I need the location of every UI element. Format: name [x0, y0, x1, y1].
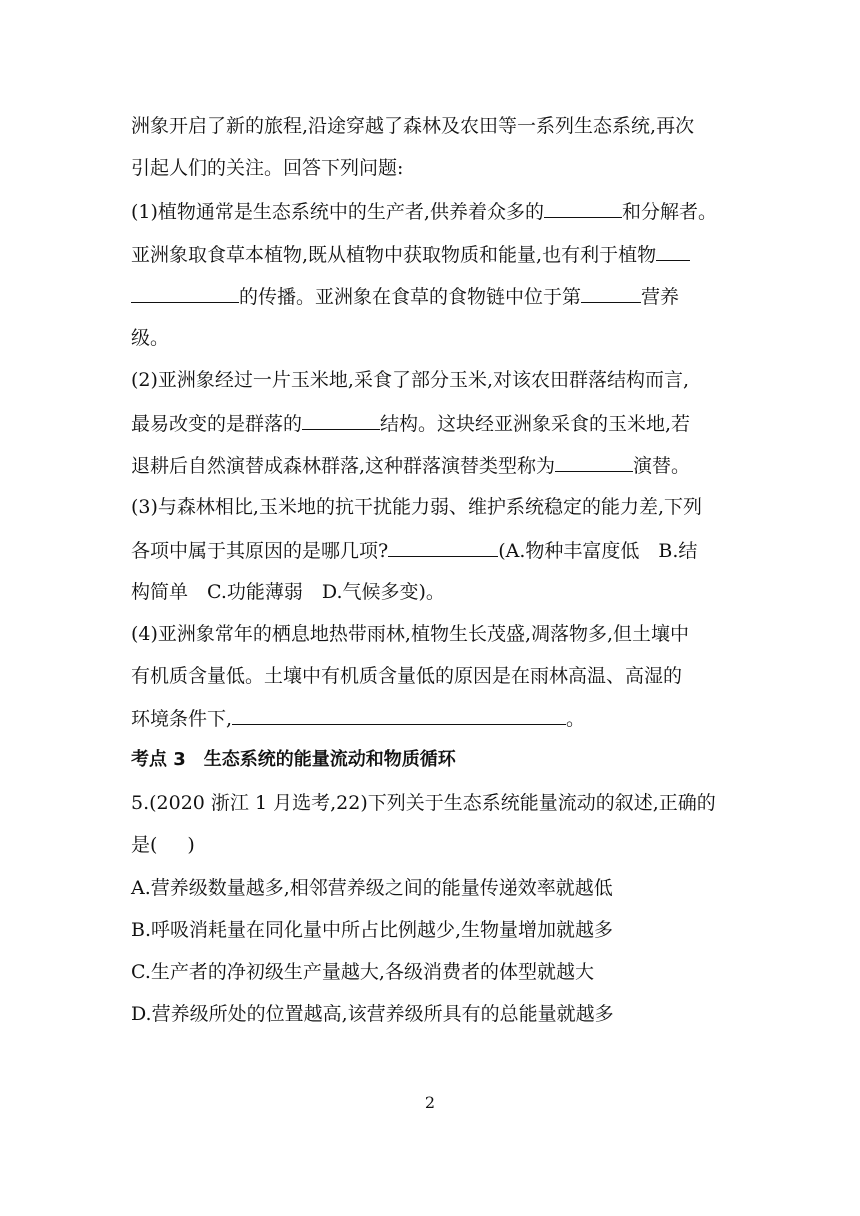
text-segment: 的传播。亚洲象在食草的食物链中位于第 — [239, 286, 582, 308]
text-line — [131, 706, 585, 731]
option-b: B.呼吸消耗量在同化量中所占比例越少,生物量增加就越多 — [131, 919, 614, 941]
text-line: 有机质含量低。土壤中有机质含量低的原因是在雨林高温、高湿的 — [131, 665, 683, 687]
page-number: 2 — [424, 1093, 436, 1112]
answer-blank[interactable] — [544, 199, 622, 218]
section-heading: 考点 3 生态系统的能量流动和物质循环 — [131, 749, 456, 770]
text-line: 引起人们的关注。回答下列问题: — [131, 157, 404, 179]
text-segment: 演替。 — [633, 455, 691, 477]
answer-blank-continued[interactable] — [131, 284, 239, 303]
text-line — [131, 538, 697, 563]
option-a: A.营养级数量越多,相邻营养级之间的能量传递效率就越低 — [131, 877, 613, 899]
text-line — [131, 242, 690, 267]
answer-blank[interactable] — [581, 284, 641, 303]
answer-blank[interactable] — [656, 242, 690, 261]
text-line — [131, 284, 679, 309]
text-segment: 退耕后自然演替成森林群落,这种群落演替类型称为 — [131, 455, 556, 477]
text-line — [131, 453, 690, 478]
answer-blank[interactable] — [555, 453, 633, 472]
text-line: 洲象开启了新的旅程,沿途穿越了森林及农田等一系列生态系统,再次 — [131, 115, 695, 137]
question-4-part-4: (4)亚洲象常年的栖息地热带雨林,植物生长茂盛,凋落物多,但土壤中 — [131, 623, 690, 645]
answer-blank[interactable] — [302, 411, 380, 430]
text-segment: 亚洲象取食草本植物,既从植物中获取物质和能量,也有利于植物 — [131, 244, 657, 266]
question-4-part-1 — [131, 199, 717, 224]
text-segment: (1)植物通常是生态系统中的生产者,供养着众多的 — [131, 201, 544, 223]
question-5-stem-end — [131, 833, 195, 857]
answer-blank[interactable] — [232, 706, 566, 725]
text-segment: 各项中属于其原因的是哪几项? — [131, 540, 389, 562]
text-segment: 营养 — [641, 286, 680, 308]
question-4-part-3: (3)与森林相比,玉米地的抗干扰能力弱、维护系统稳定的能力差,下列 — [131, 496, 702, 518]
text-segment: 结构。这块经亚洲象采食的玉米地,若 — [380, 413, 691, 435]
text-line: 构简单 C.功能薄弱 D.气候多变)。 — [131, 581, 445, 603]
text-line — [131, 411, 690, 436]
text-segment: 和分解者。 — [621, 201, 717, 223]
text-segment: 最易改变的是群落的 — [131, 413, 303, 435]
text-line: 级。 — [131, 327, 170, 349]
option-c: C.生产者的净初级生产量越大,各级消费者的体型就越大 — [131, 961, 594, 983]
text-segment: 环境条件下, — [131, 708, 233, 730]
question-4-part-2: (2)亚洲象经过一片玉米地,采食了部分玉米,对该农田群落结构而言, — [131, 369, 690, 391]
text-segment: (A.物种丰富度低 B.结 — [498, 540, 698, 562]
question-5-stem: 5.(2020 浙江 1 月选考,22)下列关于生态系统能量流动的叙述,正确的 — [131, 792, 716, 814]
option-d: D.营养级所处的位置越高,该营养级所具有的总能量就越多 — [131, 1003, 614, 1025]
text-segment: ) — [187, 834, 195, 856]
text-segment: 。 — [566, 708, 586, 730]
text-segment: 是( — [131, 834, 158, 856]
answer-blank[interactable] — [388, 538, 498, 557]
